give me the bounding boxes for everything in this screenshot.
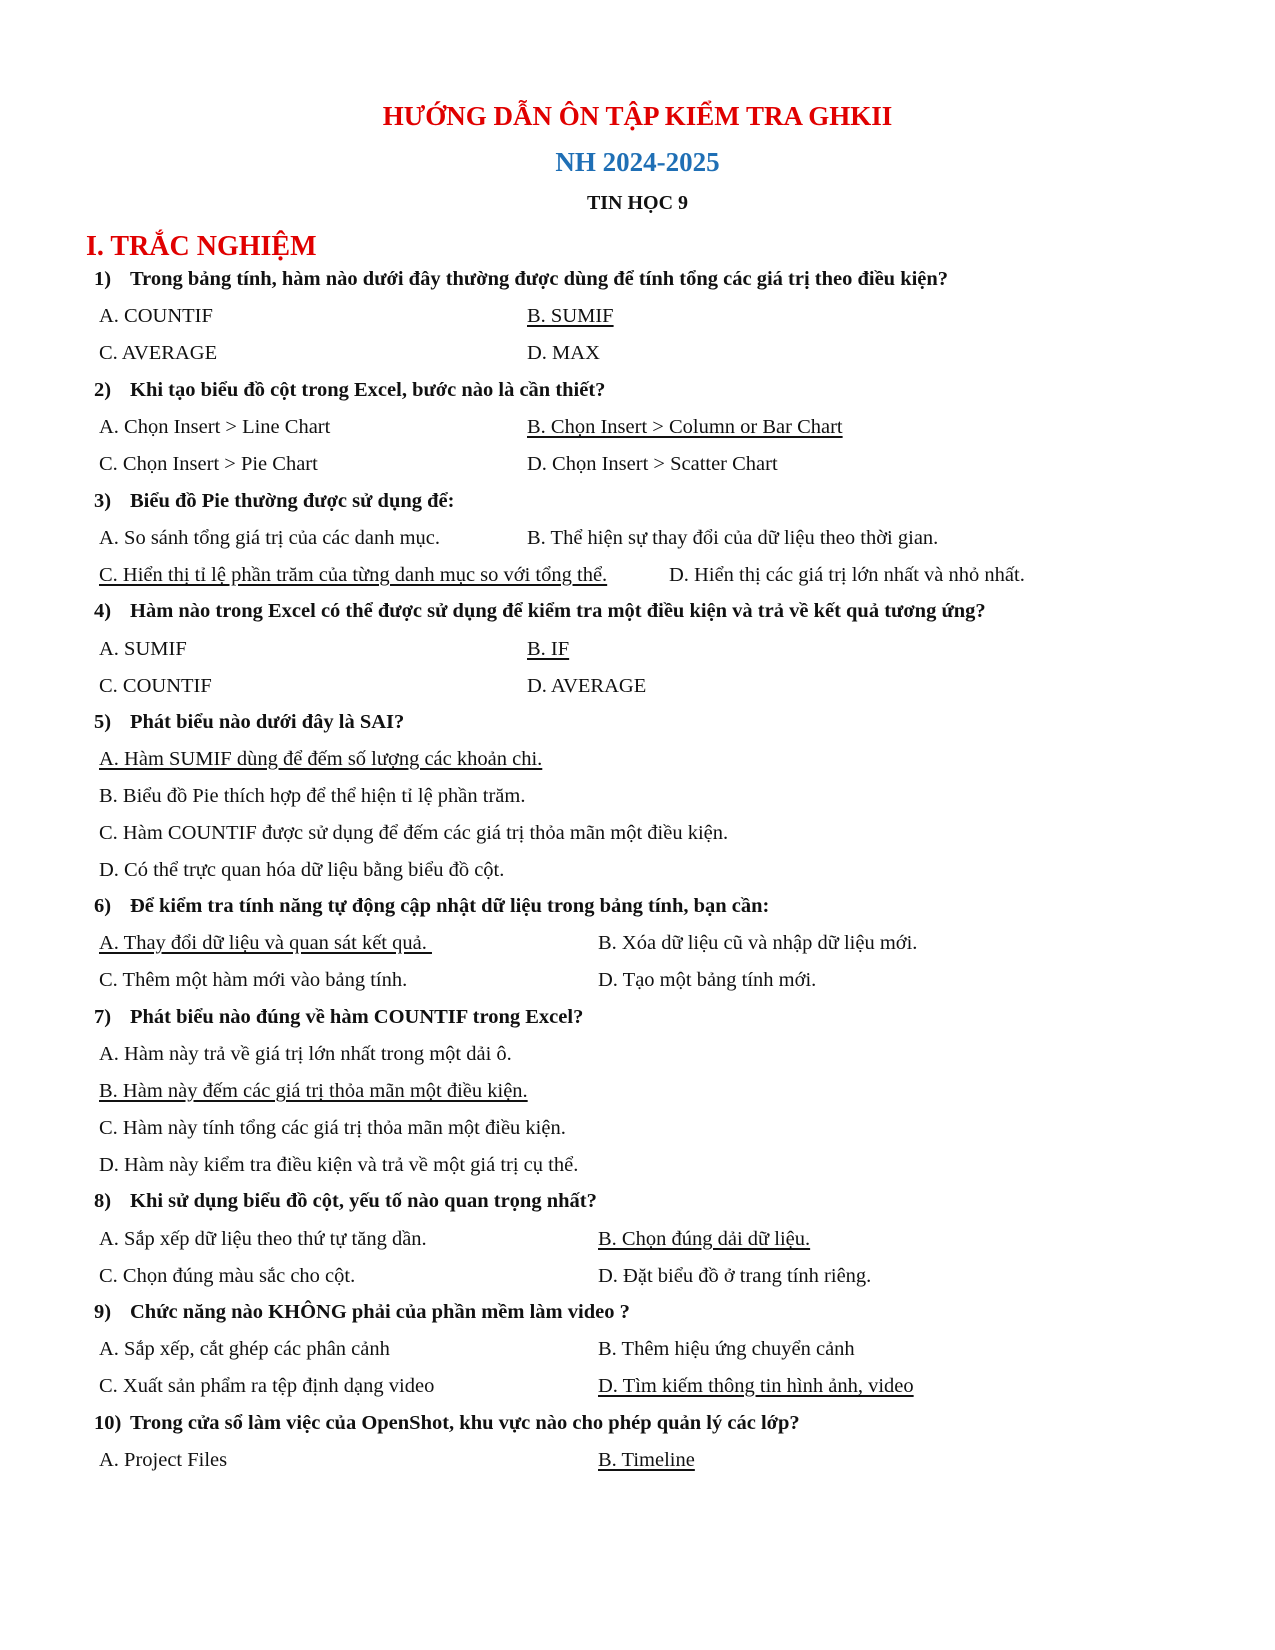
option-8b-correct: B. Chọn đúng dải dữ liệu.	[598, 1228, 811, 1250]
section-heading: I. TRẮC NGHIỆM	[86, 231, 317, 262]
question-number: 1)	[94, 268, 112, 290]
option-3c-correct: C. Hiển thị tỉ lệ phần trăm của từng danh mục so với tổng thể.	[99, 564, 608, 586]
option-4b-correct: B. IF	[527, 638, 570, 660]
question-number: 3)	[94, 490, 112, 512]
option-1b-correct: B. SUMIF	[527, 305, 614, 327]
option-1a: A. COUNTIF	[99, 305, 213, 327]
option-6c: C. Thêm một hàm mới vào bảng tính.	[99, 969, 408, 991]
question-text: Phát biểu nào đúng về hàm COUNTIF trong Excel?	[130, 1006, 584, 1028]
option-10b-correct: B. Timeline	[598, 1449, 695, 1471]
option-9b: B. Thêm hiệu ứng chuyển cảnh	[598, 1338, 855, 1360]
option-6b: B. Xóa dữ liệu cũ và nhập dữ liệu mới.	[598, 932, 918, 954]
question-number: 5)	[94, 711, 112, 733]
question-number: 8)	[94, 1190, 112, 1212]
option-3a: A. So sánh tổng giá trị của các danh mục.	[99, 527, 441, 549]
question-2	[94, 377, 605, 403]
option-2b-correct: B. Chọn Insert > Column or Bar Chart	[527, 416, 843, 438]
subject-title: TIN HỌC 9	[586, 192, 689, 214]
question-text: Để kiểm tra tính năng tự động cập nhật dữ liệu trong bảng tính, bạn cần:	[130, 895, 770, 917]
option-10a: A. Project Files	[99, 1449, 228, 1471]
option-9d-correct: D. Tìm kiếm thông tin hình ảnh, video	[598, 1375, 914, 1397]
question-number: 10)	[94, 1412, 122, 1434]
document-title: HƯỚNG DẪN ÔN TẬP KIỂM TRA GHKII	[382, 101, 893, 131]
option-1c: C. AVERAGE	[99, 342, 218, 364]
question-text: Khi tạo biểu đồ cột trong Excel, bước nào là cần thiết?	[130, 379, 606, 401]
question-number: 9)	[94, 1301, 112, 1323]
option-7b-correct: B. Hàm này đếm các giá trị thỏa mãn một điều kiện.	[99, 1080, 528, 1102]
option-5c: C. Hàm COUNTIF được sử dụng để đếm các giá trị thỏa mãn một điều kiện.	[99, 822, 729, 844]
school-year: NH 2024-2025	[555, 147, 720, 177]
question-text: Chức năng nào KHÔNG phải của phần mềm làm video ?	[130, 1301, 630, 1323]
option-7a: A. Hàm này trả về giá trị lớn nhất trong một dải ô.	[99, 1043, 512, 1065]
option-4d: D. AVERAGE	[527, 675, 647, 697]
option-5a-correct: A. Hàm SUMIF dùng để đếm số lượng các khoản chi.	[99, 748, 543, 770]
option-6d: D. Tạo một bảng tính mới.	[598, 969, 817, 991]
question-10	[94, 1410, 800, 1436]
question-text: Trong bảng tính, hàm nào dưới đây thường được dùng để tính tổng các giá trị theo điều kiện?	[130, 268, 949, 290]
question-4	[94, 598, 986, 624]
option-7c: C. Hàm này tính tổng các giá trị thỏa mãn một điều kiện.	[99, 1117, 566, 1139]
question-number: 6)	[94, 895, 112, 917]
option-9c: C. Xuất sản phẩm ra tệp định dạng video	[99, 1375, 435, 1397]
question-7	[94, 1004, 583, 1030]
option-2c: C. Chọn Insert > Pie Chart	[99, 453, 318, 475]
question-text: Phát biểu nào dưới đây là SAI?	[130, 711, 405, 733]
option-5b: B. Biểu đồ Pie thích hợp để thể hiện tỉ lệ phần trăm.	[99, 785, 526, 807]
option-6a-correct: A. Thay đổi dữ liệu và quan sát kết quả.	[99, 932, 432, 954]
option-8c: C. Chọn đúng màu sắc cho cột.	[99, 1265, 356, 1287]
option-1d: D. MAX	[527, 342, 600, 364]
question-number: 4)	[94, 600, 112, 622]
question-9	[94, 1299, 630, 1325]
question-3	[94, 488, 454, 514]
option-8a: A. Sắp xếp dữ liệu theo thứ tự tăng dần.	[99, 1228, 427, 1250]
question-8	[94, 1188, 597, 1214]
option-3b: B. Thể hiện sự thay đổi của dữ liệu theo thời gian.	[527, 527, 939, 549]
option-4c: C. COUNTIF	[99, 675, 212, 697]
question-text: Khi sử dụng biểu đồ cột, yếu tố nào quan trọng nhất?	[130, 1190, 597, 1212]
question-text: Hàm nào trong Excel có thể được sử dụng để kiểm tra một điều kiện và trả về kết quả tương ứng?	[130, 600, 986, 622]
option-2d: D. Chọn Insert > Scatter Chart	[527, 453, 778, 475]
option-7d: D. Hàm này kiểm tra điều kiện và trả về một giá trị cụ thể.	[99, 1154, 579, 1176]
option-8d: D. Đặt biểu đồ ở trang tính riêng.	[598, 1265, 872, 1287]
question-1	[94, 266, 948, 292]
question-text: Trong cửa sổ làm việc của OpenShot, khu vực nào cho phép quản lý các lớp?	[130, 1412, 800, 1434]
option-2a: A. Chọn Insert > Line Chart	[99, 416, 331, 438]
question-number: 2)	[94, 379, 112, 401]
option-9a: A. Sắp xếp, cắt ghép các phân cảnh	[99, 1338, 390, 1360]
option-5d: D. Có thể trực quan hóa dữ liệu bằng biểu đồ cột.	[99, 859, 505, 881]
option-3d: D. Hiển thị các giá trị lớn nhất và nhỏ nhất.	[669, 564, 1025, 586]
question-6	[94, 893, 769, 919]
question-text: Biểu đồ Pie thường được sử dụng để:	[130, 490, 455, 512]
option-4a: A. SUMIF	[99, 638, 187, 660]
question-number: 7)	[94, 1006, 112, 1028]
question-5	[94, 709, 404, 735]
